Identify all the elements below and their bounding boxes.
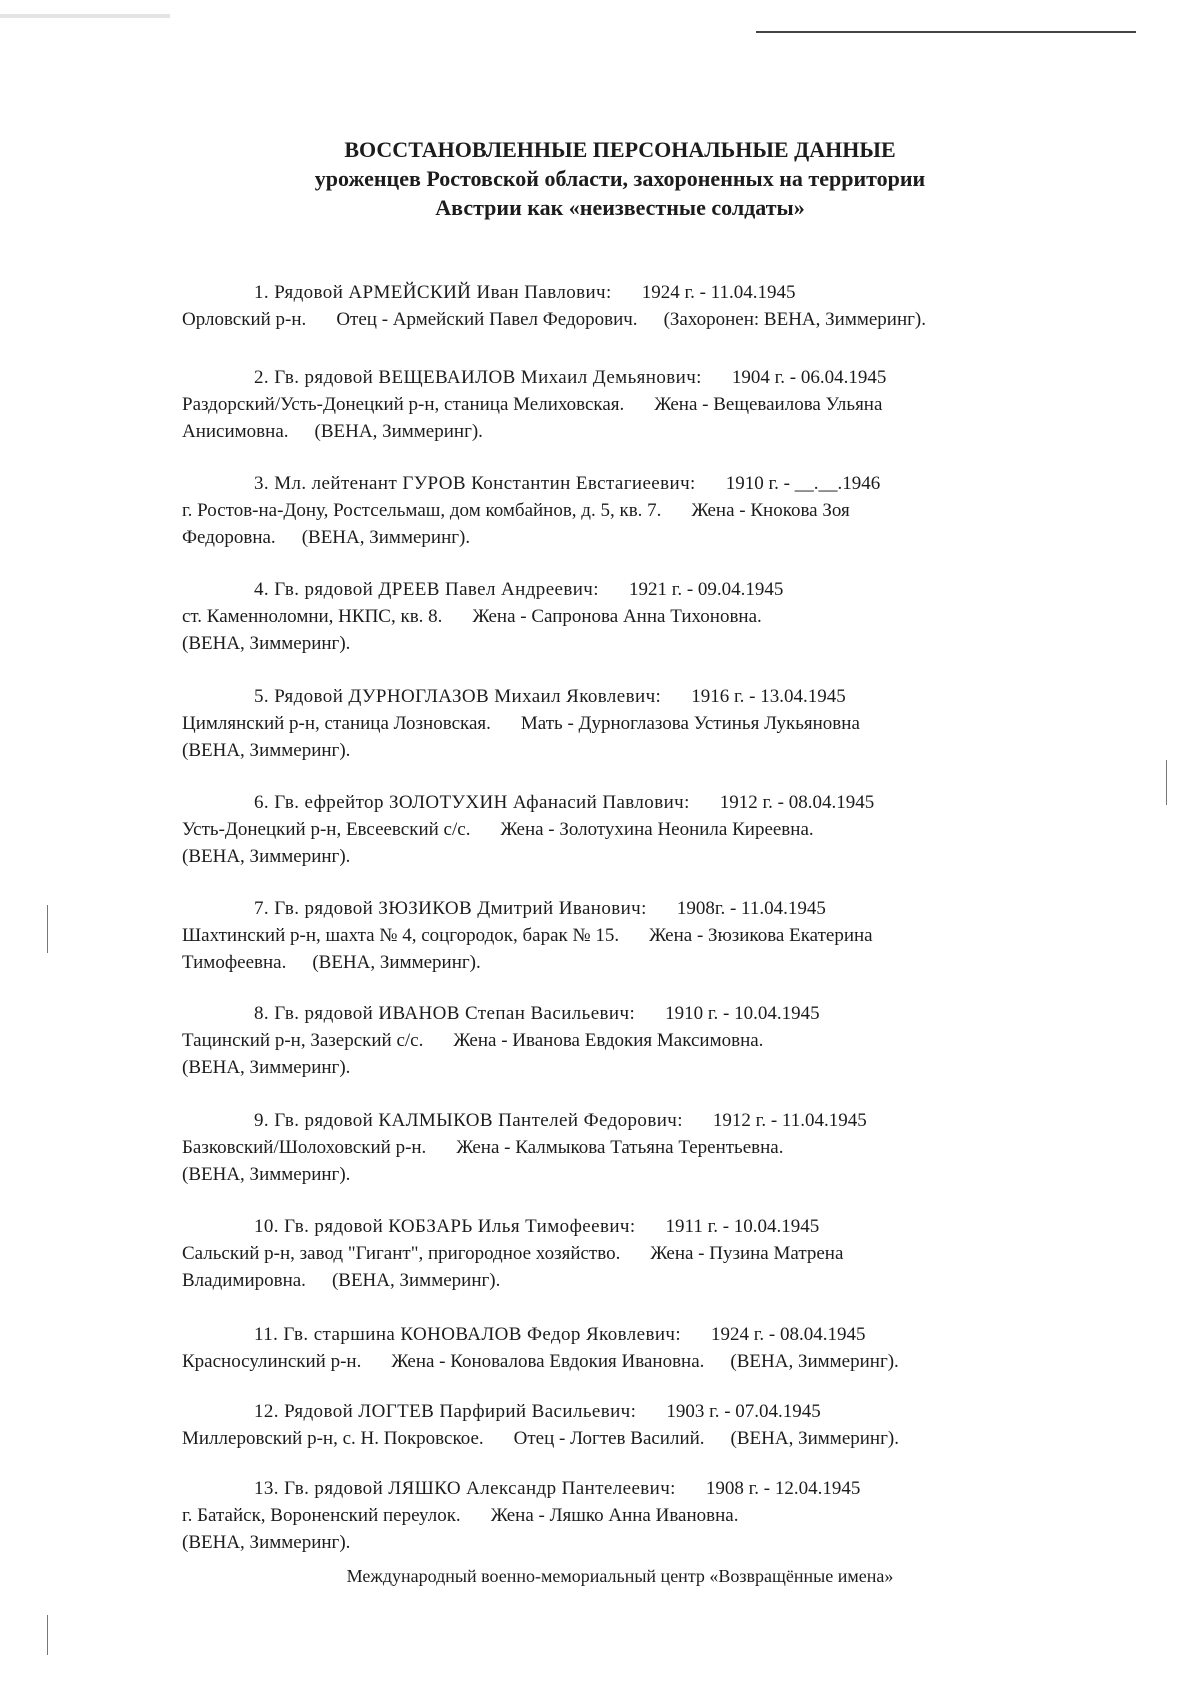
soldier-name: 6. Гв. ефрейтор ЗОЛОТУХИН Афанасий Павлович:: [254, 792, 690, 813]
burial-place: (ВЕНА, Зиммеринг).: [730, 1351, 899, 1372]
life-dates: 1916 г. - 13.04.1945: [691, 686, 846, 707]
title-line-1: ВОССТАНОВЛЕННЫЕ ПЕРСОНАЛЬНЫЕ ДАННЫЕ: [344, 137, 896, 162]
life-dates: 1910 г. - __.__.1946: [725, 473, 881, 494]
title-line-2: уроженцев Ростовской области, захороненных на территории: [314, 166, 926, 191]
relative-continued: Владимировна.: [182, 1270, 306, 1291]
list-item: [182, 789, 1122, 870]
burial-place: (ВЕНА, Зиммеринг).: [182, 1057, 351, 1078]
birthplace: г. Ростов-на-Дону, Ростсельмаш, дом комбайнов, д. 5, кв. 7.: [182, 500, 662, 521]
scan-smudge: [0, 14, 170, 18]
burial-place: (ВЕНА, Зиммеринг).: [301, 527, 471, 548]
life-dates: 1921 г. - 09.04.1945: [628, 579, 784, 600]
birthplace: Базковский/Шолоховский р-н.: [182, 1137, 427, 1158]
birthplace: Красносулинский р-н.: [182, 1351, 362, 1372]
relative: Жена - Коновалова Евдокия Ивановна.: [391, 1351, 705, 1372]
life-dates: 1904 г. - 06.04.1945: [731, 367, 887, 388]
list-item: [182, 279, 1122, 333]
relative-continued: Тимофеевна.: [182, 952, 287, 973]
burial-place: (ВЕНА, Зиммеринг).: [182, 846, 351, 867]
soldier-name: 12. Рядовой ЛОГТЕВ Парфирий Васильевич:: [254, 1401, 637, 1422]
life-dates: 1908г. - 11.04.1945: [676, 898, 826, 919]
life-dates: 1912 г. - 11.04.1945: [712, 1110, 867, 1131]
life-dates: 1908 г. - 12.04.1945: [705, 1478, 861, 1499]
burial-place: (ВЕНА, Зиммеринг).: [730, 1428, 899, 1449]
birthplace: Усть-Донецкий р-н, Евсеевский с/с.: [182, 819, 471, 840]
relative: Мать - Дурноглазова Устинья Лукьяновна: [520, 713, 860, 734]
top-rule: [756, 31, 1136, 33]
list-item: [182, 683, 1122, 764]
relative: Жена - Вещеваилова Ульяна: [654, 394, 883, 415]
relative: Жена - Сапронова Анна Тихоновна.: [472, 606, 762, 627]
soldier-name: 9. Гв. рядовой КАЛМЫКОВ Пантелей Федорович:: [254, 1110, 683, 1131]
soldier-name: 8. Гв. рядовой ИВАНОВ Степан Васильевич:: [254, 1003, 636, 1024]
life-dates: 1912 г. - 08.04.1945: [719, 792, 875, 813]
birthplace: Тацинский р-н, Зазерский с/с.: [182, 1030, 424, 1051]
burial-place: (Захоронен: ВЕНА, Зиммеринг).: [663, 309, 927, 330]
list-item: [182, 470, 1122, 551]
relative: Жена - Кнокова Зоя: [691, 500, 850, 521]
birthplace: Цимлянский р-н, станица Лозновская.: [182, 713, 491, 734]
soldier-name: 3. Мл. лейтенант ГУРОВ Константин Евстагиеевич:: [254, 473, 696, 494]
birthplace: Миллеровский р-н, с. Н. Покровское.: [182, 1428, 484, 1449]
soldier-name: 11. Гв. старшина КОНОВАЛОВ Федор Яковлевич:: [254, 1324, 682, 1345]
document-title: [180, 135, 1060, 222]
soldier-name: 5. Рядовой ДУРНОГЛАЗОВ Михаил Яковлевич:: [254, 686, 662, 707]
relative-continued: Федоровна.: [182, 527, 276, 548]
burial-place: (ВЕНА, Зиммеринг).: [182, 1164, 351, 1185]
list-item: [182, 1321, 1122, 1375]
list-item: [182, 1107, 1122, 1188]
burial-place: (ВЕНА, Зиммеринг).: [182, 740, 351, 761]
list-item: [182, 576, 1122, 657]
soldier-name: 1. Рядовой АРМЕЙСКИЙ Иван Павлович:: [254, 282, 612, 303]
relative: Жена - Пузина Матрена: [650, 1243, 844, 1264]
birthplace: ст. Каменноломни, НКПС, кв. 8.: [182, 606, 443, 627]
burial-place: (ВЕНА, Зиммеринг).: [182, 633, 351, 654]
birthplace: г. Батайск, Вороненский переулок.: [182, 1505, 461, 1526]
life-dates: 1903 г. - 07.04.1945: [666, 1401, 821, 1422]
life-dates: 1911 г. - 10.04.1945: [665, 1216, 820, 1237]
soldier-name: 7. Гв. рядовой ЗЮЗИКОВ Дмитрий Иванович:: [254, 898, 647, 919]
footer-organization: Международный военно-мемориальный центр «Возвращённые имена»: [346, 1566, 894, 1586]
soldier-name: 2. Гв. рядовой ВЕЩЕВАИЛОВ Михаил Демьянович:: [254, 367, 702, 388]
list-item: [182, 364, 1122, 445]
birthplace: Раздорский/Усть-Донецкий р-н, станица Мелиховская.: [182, 394, 625, 415]
relative: Жена - Зюзикова Екатерина: [649, 925, 873, 946]
list-item: [182, 1475, 1122, 1556]
relative: Жена - Иванова Евдокия Максимовна.: [453, 1030, 764, 1051]
scan-mark: [47, 905, 48, 953]
birthplace: Сальский р-н, завод "Гигант", пригородное хозяйство.: [182, 1243, 621, 1264]
soldier-name: 4. Гв. рядовой ДРЕЕВ Павел Андреевич:: [254, 579, 599, 600]
birthplace: Шахтинский р-н, шахта № 4, соцгородок, барак № 15.: [182, 925, 620, 946]
relative: Жена - Ляшко Анна Ивановна.: [490, 1505, 739, 1526]
birthplace: Орловский р-н.: [182, 309, 307, 330]
list-item: [182, 1213, 1122, 1294]
relative: Жена - Калмыкова Татьяна Терентьевна.: [456, 1137, 784, 1158]
list-item: [182, 1398, 1122, 1452]
life-dates: 1924 г. - 08.04.1945: [711, 1324, 866, 1345]
relative: Отец - Армейский Павел Федорович.: [336, 309, 638, 330]
scan-mark: [1166, 760, 1167, 805]
relative: Жена - Золотухина Неонила Киреевна.: [500, 819, 814, 840]
burial-place: (ВЕНА, Зиммеринг).: [182, 1532, 351, 1553]
relative: Отец - Логтев Василий.: [513, 1428, 705, 1449]
scan-mark: [47, 1615, 48, 1655]
list-item: [182, 1000, 1122, 1081]
burial-place: (ВЕНА, Зиммеринг).: [314, 421, 483, 442]
life-dates: 1910 г. - 10.04.1945: [665, 1003, 820, 1024]
life-dates: 1924 г. - 11.04.1945: [641, 282, 796, 303]
burial-place: (ВЕНА, Зиммеринг).: [312, 952, 481, 973]
title-line-3: Австрии как «неизвестные солдаты»: [435, 195, 805, 220]
soldier-name: 13. Гв. рядовой ЛЯШКО Александр Пантелеевич:: [254, 1478, 676, 1499]
soldier-name: 10. Гв. рядовой КОБЗАРЬ Илья Тимофеевич:: [254, 1216, 636, 1237]
burial-place: (ВЕНА, Зиммеринг).: [331, 1270, 501, 1291]
list-item: [182, 895, 1122, 976]
relative-continued: Анисимовна.: [182, 421, 289, 442]
